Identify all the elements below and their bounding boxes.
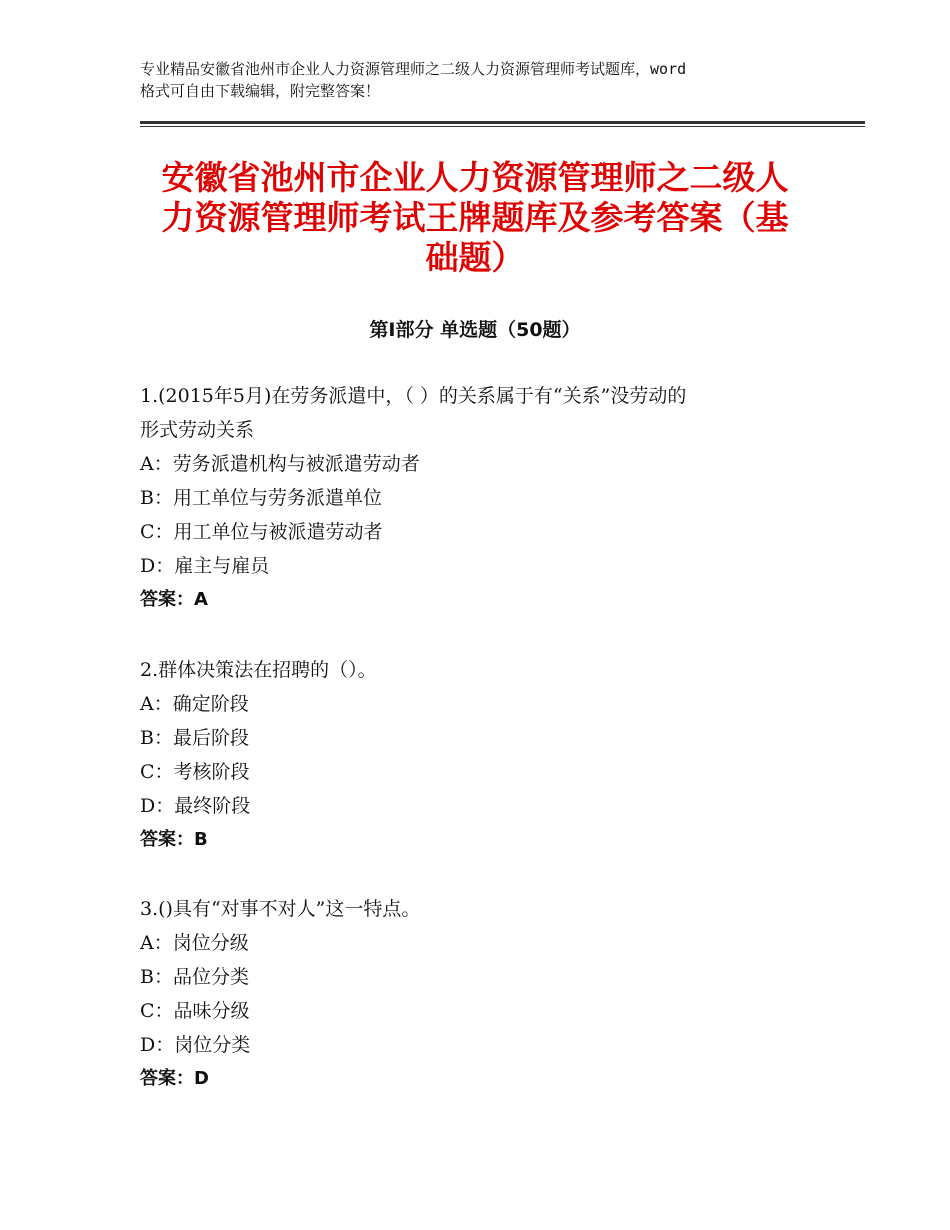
question-2-stem: 2.群体决策法在招聘的（）。 bbox=[140, 659, 377, 681]
question-3-option-d: D：岗位分类 bbox=[140, 1034, 251, 1056]
question-2-option-b: B：最后阶段 bbox=[140, 727, 249, 749]
header-note-line-1: 专业精品安徽省池州市企业人力资源管理师之二级人力资源管理师考试题库，word bbox=[140, 60, 687, 78]
question-1-option-a: A：劳务派遣机构与被派遣劳动者 bbox=[140, 453, 420, 475]
question-3 bbox=[140, 892, 840, 1096]
document-title bbox=[130, 158, 820, 278]
question-2-option-a: A：确定阶段 bbox=[140, 693, 249, 715]
question-2-option-c: C：考核阶段 bbox=[140, 761, 250, 783]
question-2-answer: 答案：B bbox=[140, 829, 208, 850]
question-1 bbox=[140, 379, 840, 617]
question-3-option-b: B：品位分类 bbox=[140, 966, 249, 988]
question-1-stem-line-1: 1.(2015年5月)在劳务派遣中，（ ）的关系属于有“关系”没劳动的 bbox=[140, 385, 687, 407]
question-1-stem-line-2: 形式劳动关系 bbox=[140, 419, 255, 441]
question-2 bbox=[140, 653, 840, 857]
question-1-option-b: B：用工单位与劳务派遣单位 bbox=[140, 487, 382, 509]
section-heading: 第Ⅰ部分 单选题（50题） bbox=[369, 319, 581, 341]
title-line-3: 础题） bbox=[425, 238, 525, 277]
question-1-option-d: D：雇主与雇员 bbox=[140, 555, 270, 577]
question-3-stem: 3.()具有“对事不对人”这一特点。 bbox=[140, 898, 421, 920]
question-1-option-c: C：用工单位与被派遣劳动者 bbox=[140, 521, 383, 543]
question-2-option-d: D：最终阶段 bbox=[140, 795, 251, 817]
question-3-option-c: C：品味分级 bbox=[140, 1000, 250, 1022]
header-note-line-2: 格式可自由下载编辑，附完整答案！ bbox=[140, 82, 381, 100]
question-3-option-a: A：岗位分级 bbox=[140, 932, 249, 954]
header-divider-thick bbox=[140, 121, 865, 124]
header-divider-thin bbox=[140, 126, 865, 127]
header-note bbox=[140, 58, 830, 102]
question-1-answer: 答案：A bbox=[140, 589, 208, 610]
question-3-answer: 答案：D bbox=[140, 1068, 209, 1089]
title-line-2: 力资源管理师考试王牌题库及参考答案（基 bbox=[161, 198, 789, 237]
title-line-1: 安徽省池州市企业人力资源管理师之二级人 bbox=[161, 158, 789, 197]
